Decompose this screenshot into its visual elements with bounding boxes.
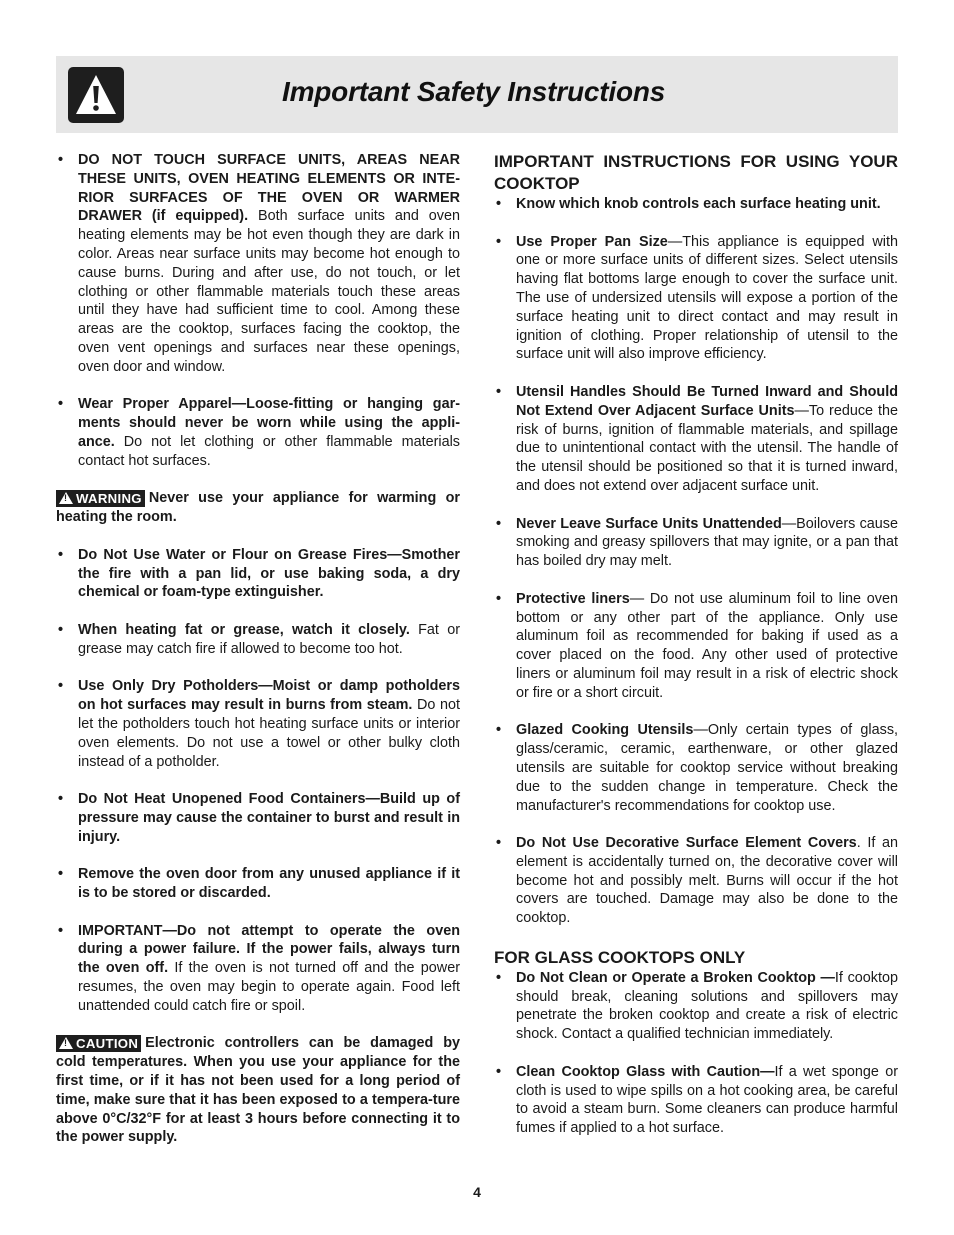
warning-notice xyxy=(56,489,460,527)
list-item-containers xyxy=(56,790,460,846)
warning-text: Never use your appliance for warming or heating the room. xyxy=(56,490,460,526)
list-item-glazed xyxy=(494,721,898,815)
item-bold: Utensil Handles Should Be Turned Inward and Should Not Extend Over Adjacent Surface Units xyxy=(516,383,898,419)
item-text: If a wet sponge or cloth is used to wipe spills on a hot cooking area, be careful to avoid a steam burn. Some cleaners can produce harmful fumes if applied to a hot surface. xyxy=(516,1063,898,1137)
item-text: — Do not use aluminum foil to line oven bottom or any other part of the appliance. Only use aluminum foil as recommended for baking if used as a cover placed on the food. Any other used of protective liners or aluminum foil may result in a risk of electric shock or fire or a short circuit. xyxy=(516,590,898,701)
item-bold: Remove the oven door from any unused appliance if it is to be stored or discarded. xyxy=(78,866,460,902)
list-item-knob xyxy=(494,195,898,214)
item-bold: Clean Cooktop Glass with Caution— xyxy=(516,1063,775,1080)
item-bold: Do Not Heat Unopened Food Containers—Build up of pressure may cause the container to burst and result in injury. xyxy=(78,791,460,845)
item-bold: Do Not Clean or Operate a Broken Cooktop — xyxy=(516,969,835,986)
section-heading-glass: FOR GLASS COOKTOPS ONLY xyxy=(494,947,746,967)
list-item-liners xyxy=(494,590,898,703)
item-text: Fat or grease may catch fire if allowed to become too hot. xyxy=(78,621,460,657)
caution-small-icon xyxy=(59,1037,73,1049)
item-bold: Do Not Use Water or Flour on Grease Fires—Smother the fire with a pan lid, or use baking soda, a dry chemical or foam-type extinguisher. xyxy=(78,546,460,601)
page-header xyxy=(56,56,898,133)
left-column xyxy=(56,151,460,1147)
warning-triangle-icon xyxy=(68,67,124,123)
item-bold: Wear Proper Apparel—Loose-fitting or hanging gar-ments should never be worn while using the appli-ance. xyxy=(78,396,460,450)
item-text: —This appliance is equipped with one or more surface units of different sizes. Select utensils having flat bottoms large enough to cover the surface unit. The use of undersized utensils will expose a portion of the surface heating unit to direct contact and may result in ignition of clothing. Proper relationship of utensil to the surface unit will also improve efficiency. xyxy=(516,233,898,363)
item-text: —To reduce the risk of burns, ignition of flammable materials, and spillage due to unintentional contact with the utensil. The handle of the utensil should be positioned so that it is turned inward, and does not extend over adjacent surface unit. xyxy=(516,402,898,494)
list-item-power-failure xyxy=(56,922,460,1016)
item-bold: Know which knob controls each surface heating unit. xyxy=(516,196,881,212)
item-text: —Boilovers cause smoking and greasy spillovers that may ignite, or a pan that has boiled dry may melt. xyxy=(516,515,899,570)
item-bold: When heating fat or grease, watch it closely. xyxy=(78,621,410,638)
item-text: —Only certain types of glass, glass/ceramic, ceramic, earthenware, or other glazed utensils are suitable for cooktop service without breaking due to the sudden change in temperature. Check the manufacturer's recommendations for cooktop use. xyxy=(516,722,899,814)
list-item-broken xyxy=(494,969,898,1044)
item-bold: Never Leave Surface Units Unattended xyxy=(516,515,782,532)
list-item-clean-glass xyxy=(494,1063,898,1138)
caution-notice xyxy=(56,1034,460,1147)
item-bold: Do Not Use Decorative Surface Element Covers xyxy=(516,835,857,852)
right-column xyxy=(494,151,898,1138)
item-text: Do not let clothing or other flammable materials contact hot surfaces. xyxy=(78,433,460,469)
item-bold: Protective liners xyxy=(516,590,630,607)
item-bold: DO NOT TOUCH SURFACE UNITS, AREAS NEAR THESE UNITS, OVEN HEATING ELEMENTS OR INTE-RIOR SURFACES OF THE OVEN OR WARMER DRAWER (if equipped). xyxy=(78,152,460,225)
item-text: Both surface units and oven heating elements may be hot even though they are dark in color. Areas near surface units may become hot enough to cause burns. During and after use, do not touch, or let clothing or other flammable materials touch these areas until they have had sufficient time to cool. Among these areas are the cooktop, surfaces facing the cooktop, the oven vent openings and surfaces near these openings, oven door and window. xyxy=(78,208,460,375)
list-item-potholders xyxy=(56,677,460,771)
list-item-covers xyxy=(494,834,898,928)
caution-badge: !CAUTION xyxy=(56,1035,141,1052)
list-item-handles xyxy=(494,383,898,496)
list-item-unattended xyxy=(494,515,898,571)
list-item-oven-door xyxy=(56,865,460,903)
item-bold: Use Proper Pan Size xyxy=(516,233,668,250)
item-text: . If an element is accidentally turned on, the decorative cover will become hot and possibly melt. Burns will occur if the hot covers are touched. Damage may also be done to the cooktop. xyxy=(516,835,899,927)
page-title: Important Safety Instructions xyxy=(282,76,666,107)
list-item-pan-size xyxy=(494,233,898,365)
item-text: Do not let the potholders touch hot heating surface units or interior oven elements. Do not use a towel or other bulky cloth instead of a potholder. xyxy=(78,697,460,770)
page-number: 4 xyxy=(473,1184,481,1200)
list-item-surface-units xyxy=(56,151,460,377)
item-bold: IMPORTANT—Do not attempt to operate the oven during a power failure. If the power fails, always turn the oven off. xyxy=(78,922,460,977)
list-item-apparel xyxy=(56,395,460,470)
warning-small-icon xyxy=(59,492,73,504)
caution-text: Electronic controllers can be damaged by cold temperatures. When you use your appliance for the first time, or if it has not been used for a long period of time, make sure that it has been exposed to a tempera-ture above 0°C/32°F for at least 3 hours before connecting it to the power supply. xyxy=(56,1035,460,1146)
section-heading-cooktop: IMPORTANT INSTRUCTIONS FOR USING YOUR COOKTOP xyxy=(494,152,898,193)
list-item-grease-fires xyxy=(56,546,460,602)
warning-badge: !WARNING xyxy=(56,490,145,507)
item-bold: Use Only Dry Potholders—Moist or damp potholders on hot surfaces may result in burns from steam. xyxy=(78,678,460,714)
list-item-heating-fat xyxy=(56,621,460,659)
item-text: If cooktop should break, cleaning solutions and spillovers may penetrate the broken cooktop and create a risk of electric shock. Contact a qualified technician immediately. xyxy=(516,969,898,1043)
item-text: If the oven is not turned off and the power resumes, the oven may begin to operate again. Food left unattended could catch fire or spoil. xyxy=(78,960,460,1014)
item-bold: Glazed Cooking Utensils xyxy=(516,722,694,739)
